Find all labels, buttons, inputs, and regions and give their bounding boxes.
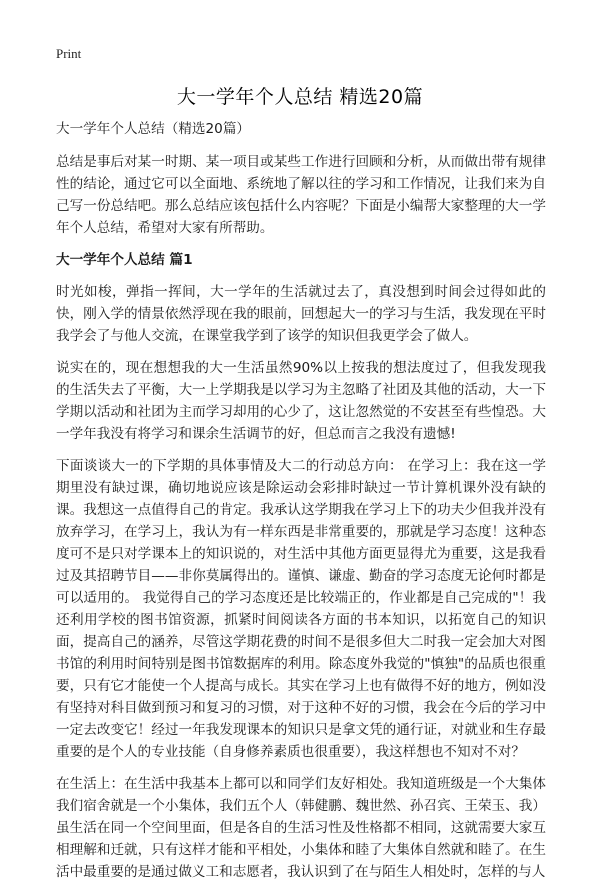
body-paragraph: 在生活上：在生活中我基本上都可以和同学们友好相处。我知道班级是一个大集体我们宿舍就是一个小集体，我们五个人（韩健鹏、魏世然、孙召宾、王荣玉、我）虽生活在同一个空间里面，但是各自的生活习性及性格都不相同，这就需要大家互相理解和迁就，只有这样才能和平相处，小集体和睦了大集体自然就和睦了。在生活中最重要的是通过做义工和志愿者，我认识到了在与陌生人相处时，怎样的与人 [56, 776, 546, 880]
body-paragraph: 说实在的，现在想想我的大一生活虽然90%以上按我的想法度过了，但我发现我的生活失去了平衡，大一上学期我是以学习为主忽略了社团及其他的活动，大一下学期以活动和社团为主而学习却用的心少了，这让忽然觉的不安甚至有些惶恐。大一学年我没有将学习和课余生活调节的好，但总而言之我没有遗憾! [56, 360, 546, 442]
document-subtitle: 大一学年个人总结（精选20篇） [56, 121, 251, 137]
body-paragraph: 时光如梭，弹指一挥间，大一学年的生活就过去了，真没想到时间会过得如此的快，刚入学的情景依然浮现在我的眼前，回想起大一的学习与生活，我发现在平时我学会了与他人交流，在课堂我学到了该学的知识但我更学会了做人。 [56, 284, 546, 344]
section-heading: 大一学年个人总结 篇1 [56, 252, 193, 268]
page-title: 大一学年个人总结 精选20篇 [176, 86, 424, 108]
document-body [56, 118, 546, 893]
intro-paragraph: 总结是事后对某一时期、某一项目或某些工作进行回顾和分析，从而做出带有规律性的结论，通过它可以全面地、系统地了解以往的学习和工作情况，让我们来为自己写一份总结吧。那么总结应该包括什么内容呢？下面是小编帮大家整理的大一学年个人总结，希望对大家有所帮助。 [56, 154, 546, 236]
body-paragraph: 下面谈谈大一的下学期的具体事情及大二的行动总方向： 在学习上：我在这一学期里没有缺过课，确切地说应该是除运动会彩排时缺过一节计算机课外没有缺的课。我想这一点值得自己的肯定。我承认这学期我在学习上下的功夫少但我并没有放弃学习，在学习上，我认为有一样东西是非常重要的，那就是学习态度！这种态度可不是只对学课本上的知识说的，对生活中其他方面更显得尤为重要，这是我看过及其招聘节目——非你莫属得出的。谨慎、谦虚、勤奋的学习态度无论何时都是可以适用的。 我觉得自己的学习态度还是比较端正的，作业都是自己完成的"！我还利用学校的图书馆资源，抓紧时间阅读各方面的书本知识，以拓宽自己的知识面，提高自己的涵养，尽管这学期花费的时间不是很多但大二时我一定会加大对图书馆的利用时间特别是图书馆数据库的利用。除态度外我觉的"慎独"的品质也很重要，只有它才能使一个人提高与成长。其实在学习上也有做得不好的地方，例如没有坚持对科目做到预习和复习的习惯，对于这种不好的习惯，我会在今后的学习中一定去改变它！经过一年我发现课本的知识只是拿文凭的通行证，对就业和生存最重要的是个人的专业技能（自身修养素质也很重要），我这样想也不知对不对？ [56, 458, 546, 760]
print-link[interactable]: Print [56, 46, 82, 61]
